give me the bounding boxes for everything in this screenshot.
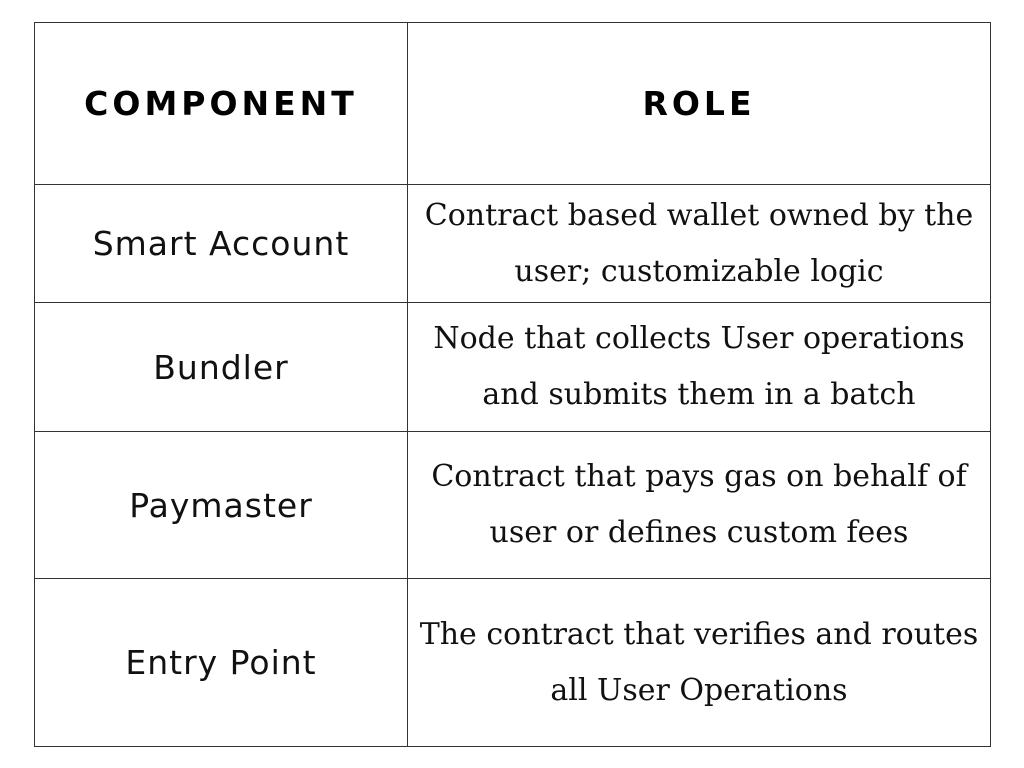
table-row — [35, 303, 991, 432]
component-cell: Bundler — [35, 303, 408, 432]
role-cell: The contract that verifies and routes all User Operations — [408, 579, 991, 747]
column-header-component: COMPONENT — [35, 23, 408, 185]
component-role-table-container — [34, 22, 990, 746]
role-cell: Contract based wallet owned by the user; customizable logic — [408, 185, 991, 303]
component-cell: Entry Point — [35, 579, 408, 747]
column-header-role: ROLE — [408, 23, 991, 185]
table-row — [35, 185, 991, 303]
component-cell: Paymaster — [35, 432, 408, 579]
table-header-row — [35, 23, 991, 185]
component-cell: Smart Account — [35, 185, 408, 303]
role-cell: Contract that pays gas on behalf of user or defines custom fees — [408, 432, 991, 579]
role-cell: Node that collects User operations and submits them in a batch — [408, 303, 991, 432]
component-role-table — [34, 22, 991, 747]
table-row — [35, 579, 991, 747]
table-row — [35, 432, 991, 579]
